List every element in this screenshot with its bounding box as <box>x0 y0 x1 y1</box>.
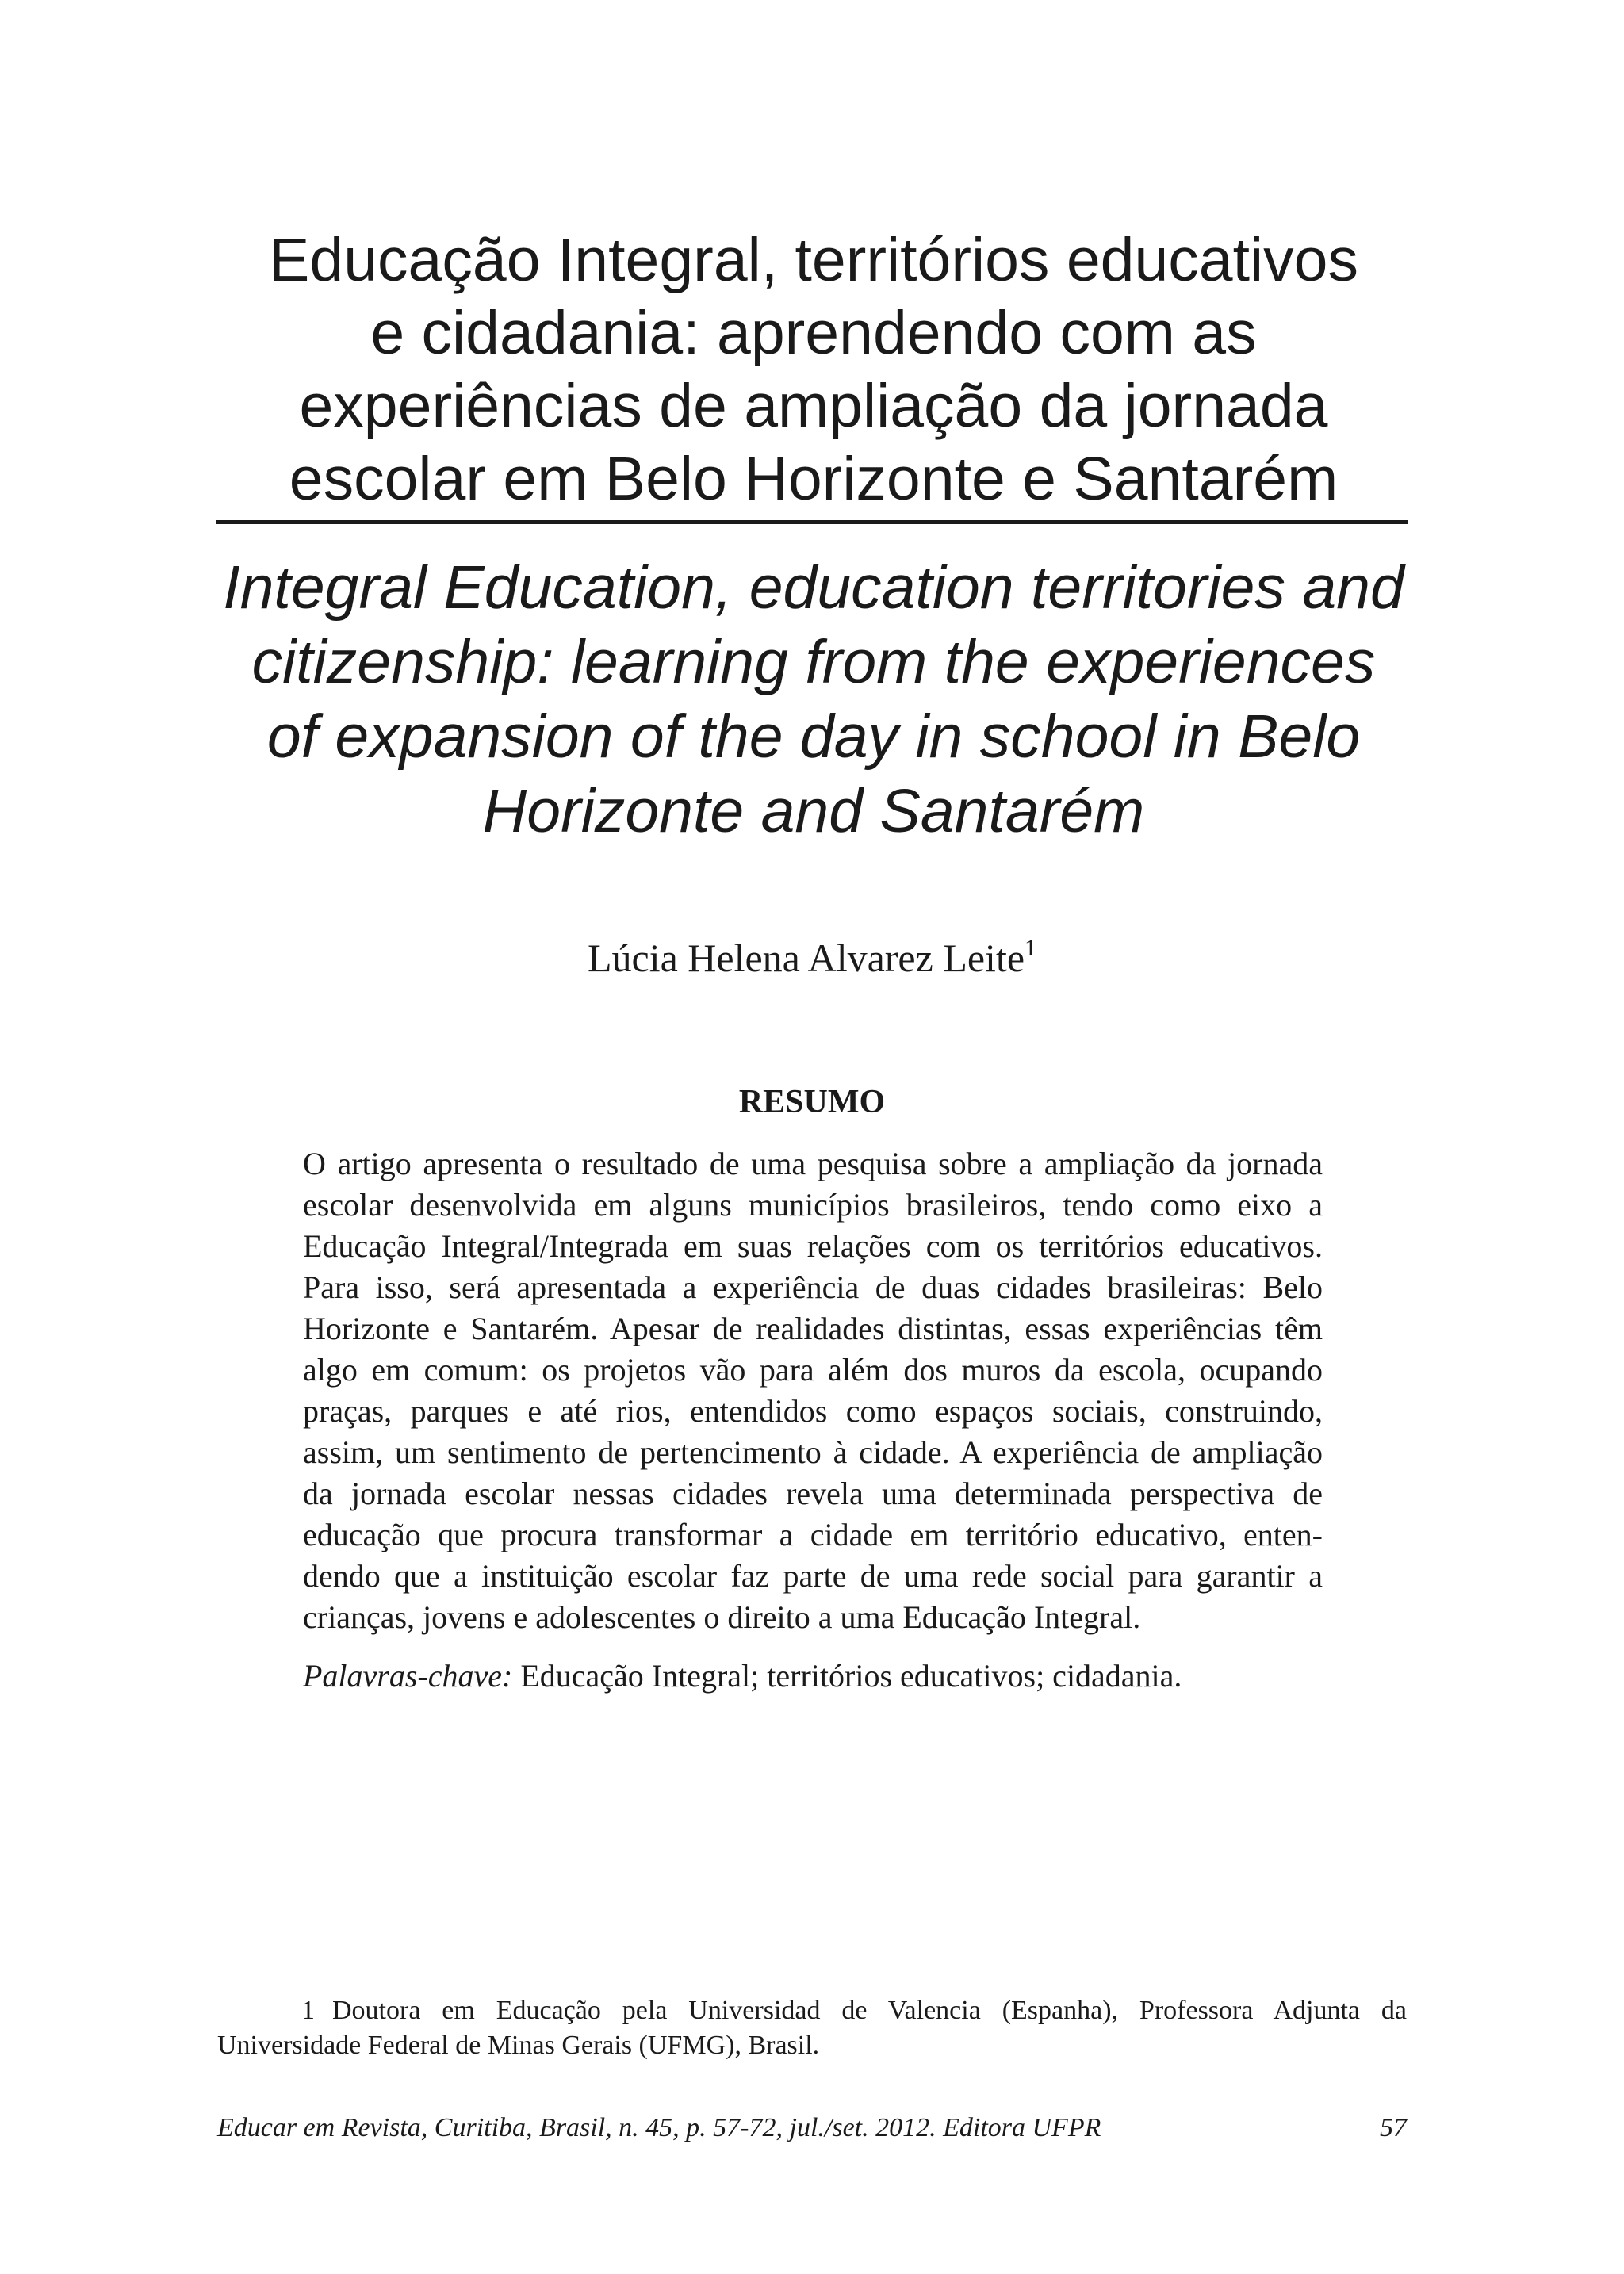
title-divider <box>216 520 1408 524</box>
title-pt-line: Educação Integral, territórios educativos <box>269 226 1358 294</box>
title-en-line: citizenship: learning from the experiences <box>251 628 1376 696</box>
title-portuguese <box>219 224 1408 515</box>
footnote-line: Universidade Federal de Minas Gerais (UFMG), Brasil. <box>217 2031 820 2060</box>
title-en-line: Horizonte and Santarém <box>482 777 1145 845</box>
keywords-text: Educação Integral; territórios educativos; cidadania. <box>512 1658 1182 1694</box>
abstract-line: da jornada escolar nessas cidades revela uma determinada perspectiva de <box>303 1476 1323 1511</box>
abstract-heading: RESUMO <box>738 1084 886 1120</box>
author-footnote-ref: 1 <box>1025 935 1037 961</box>
abstract-line: O artigo apresenta o resultado de uma pesquisa sobre a ampliação da jornada <box>303 1146 1323 1181</box>
title-pt-line: escolar em Belo Horizonte e Santarém <box>289 445 1339 513</box>
page-number: 57 <box>1380 2113 1407 2142</box>
title-en-line: of expansion of the day in school in Belo <box>266 702 1361 771</box>
abstract-line: crianças, jovens e adolescentes o direito a uma Educação Integral. <box>303 1599 1141 1635</box>
footnote <box>217 1993 1407 2063</box>
keywords-label: Palavras-chave: <box>303 1658 513 1694</box>
abstract-line: Horizonte e Santarém. Apesar de realidades distintas, essas experiências têm <box>303 1311 1323 1346</box>
journal-citation: Educar em Revista, Curitiba, Brasil, n. 45, p. 57-72, jul./set. 2012. Editora UFPR <box>217 2113 1101 2142</box>
abstract-line: algo em comum: os projetos vão para além dos muros da escola, ocupando <box>303 1352 1323 1388</box>
title-en-line: Integral Education, education territories and <box>223 553 1404 622</box>
title-english <box>203 550 1424 848</box>
abstract-body <box>303 1143 1323 1638</box>
author-name: Lúcia Helena Alvarez Leite <box>587 936 1025 980</box>
author-line <box>0 934 1624 982</box>
abstract-line: assim, um sentimento de pertencimento à cidade. A experiência de ampliação <box>303 1434 1323 1470</box>
keywords <box>303 1656 1334 1697</box>
title-pt-line: e cidadania: aprendendo com as <box>370 299 1257 367</box>
footnote-line <box>217 1993 1407 2028</box>
abstract-line: dendo que a instituição escolar faz parte de uma rede social para garantir a <box>303 1558 1323 1594</box>
abstract-line: educação que procura transformar a cidade em território educativo, enten- <box>303 1517 1323 1552</box>
abstract-line: praças, parques e até rios, entendidos como espaços sociais, construindo, <box>303 1393 1323 1429</box>
title-pt-line: experiências de ampliação da jornada <box>299 372 1328 440</box>
abstract-line: Educação Integral/Integrada em suas relações com os territórios educativos. <box>303 1228 1323 1264</box>
abstract-line: escolar desenvolvida em alguns municípios brasileiros, tendo como eixo a <box>303 1187 1323 1223</box>
footnote-number: 1 <box>301 1996 315 2025</box>
footnote-text: Doutora em Educação pela Universidad de Valencia (Espanha), Professora Adjunta da <box>332 1996 1407 2025</box>
abstract-line: Para isso, será apresentada a experiência de duas cidades brasileiras: Belo <box>303 1269 1323 1305</box>
